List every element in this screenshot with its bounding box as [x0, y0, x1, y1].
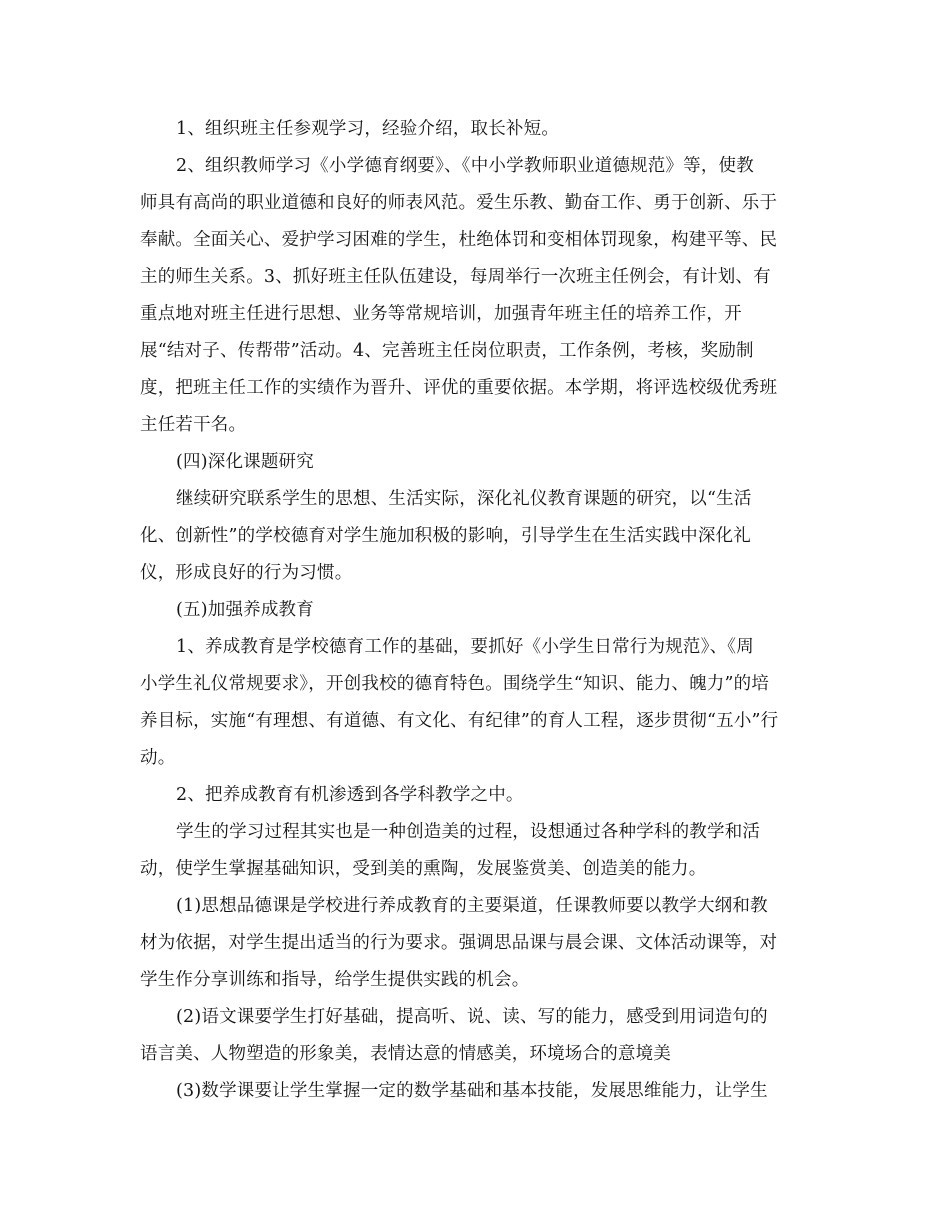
paragraph-line: 动。	[140, 748, 176, 768]
paragraph-line: 材为依据，对学生提出适当的行为要求。强调思品课与晨会课、文体活动课等，对	[140, 933, 778, 953]
paragraph-line: 继续研究联系学生的思想、生活实际，深化礼仪教育课题的研究，以“生活	[176, 489, 752, 509]
paragraph-line: 养目标，实施“有理想、有道德、有文化、有纪律”的育人工程，逐步贯彻“五小”行	[140, 711, 779, 731]
paragraph-line: (2)语文课要学生打好基础，提高听、说、读、写的能力，感受到用词造句的	[176, 1007, 768, 1027]
paragraph-line: 主的师生关系。3、抓好班主任队伍建设，每周举行一次班主任例会，有计划、有	[140, 267, 771, 287]
paragraph-line: 主任若干名。	[140, 415, 247, 435]
paragraph-line: 度，把班主任工作的实绩作为晋升、评优的重要依据。本学期，将评选校级优秀班	[140, 378, 778, 398]
section-heading: (五)加强养成教育	[176, 600, 314, 620]
paragraph-line: 奉献。全面关心、爱护学习困难的学生，杜绝体罚和变相体罚现象，构建平等、民	[140, 230, 778, 250]
paragraph-line: (3)数学课要让学生掌握一定的数学基础和基本技能，发展思维能力，让学生	[176, 1081, 768, 1101]
paragraph-line: 小学生礼仪常规要求》，开创我校的德育特色。围绕学生“知识、能力、魄力”的培	[140, 674, 770, 694]
paragraph-line: 2、组织教师学习《小学德育纲要》、《中小学教师职业道德规范》等，使教	[176, 156, 754, 176]
paragraph-line: 重点地对班主任进行思想、业务等常规培训，加强青年班主任的培养工作，开	[140, 304, 742, 324]
paragraph-line: 1、组织班主任参观学习，经验介绍，取长补短。	[176, 119, 560, 139]
paragraph-line: 师具有高尚的职业道德和良好的师表风范。爱生乐教、勤奋工作、勇于创新、乐于	[140, 193, 778, 213]
paragraph-line: 学生的学习过程其实也是一种创造美的过程，设想通过各种学科的教学和活	[176, 822, 761, 842]
paragraph-line: 1、养成教育是学校德育工作的基础，要抓好《小学生日常行为规范》、《周	[176, 637, 754, 657]
paragraph-line: 仪，形成良好的行为习惯。	[140, 563, 353, 583]
paragraph-line: 学生作分享训练和指导，给学生提供实践的机会。	[140, 970, 530, 990]
paragraph-line: 动，使学生掌握基础知识，受到美的熏陶，发展鉴赏美、创造美的能力。	[140, 859, 707, 879]
paragraph-line: 语言美、人物塑造的形象美，表情达意的情感美，环境场合的意境美	[140, 1044, 671, 1064]
paragraph-line: (1)思想品德课是学校进行养成教育的主要渠道，任课教师要以教学大纲和教	[176, 896, 768, 916]
paragraph-line: 化、创新性”的学校德育对学生施加积极的影响，引导学生在生活实践中深化礼	[140, 526, 751, 546]
section-heading: (四)深化课题研究	[176, 452, 314, 472]
paragraph-line: 展“结对子、传帮带”活动。4、完善班主任岗位职责，工作条例，考核，奖励制	[140, 341, 754, 361]
paragraph-line: 2、把养成教育有机渗透到各学科教学之中。	[176, 785, 524, 805]
